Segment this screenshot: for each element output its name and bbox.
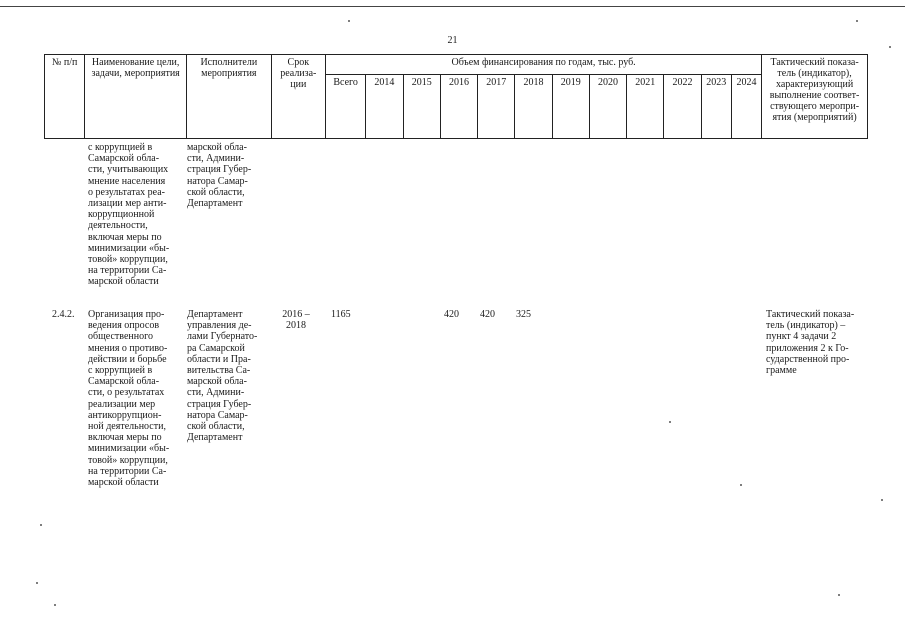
scan-speck [54,604,56,606]
row-total: 1165 [331,309,351,320]
row-term: 2016 – 2018 [282,309,310,332]
header-name: Наименование цели, задачи, мероприятия [85,55,187,139]
header-total: Всего [326,75,366,139]
table-header [44,54,868,139]
header-year: 2020 [589,75,626,139]
header-year: 2023 [701,75,731,139]
row-indicator: Тактический показа- тель (индикатор) – пункт 4 задачи 2 приложения 2 к Го- сударственной про- грамме [766,309,855,377]
header-year: 2014 [366,75,403,139]
header-year: 2021 [627,75,664,139]
header-year: 2019 [552,75,589,139]
page-number: 21 [447,35,458,46]
row-value-2018: 325 [516,309,531,320]
scan-speck [669,421,671,423]
header-year: 2016 [440,75,477,139]
row-value-2016: 420 [444,309,459,320]
continued-executors: марской обла- сти, Админи- страция Губер- натора Самар- ской области, Департамент [187,142,252,210]
scan-speck [889,46,891,48]
row-number: 2.4.2. [52,309,75,320]
scan-speck [881,499,883,501]
row-value-2017: 420 [480,309,495,320]
header-num: № п/п [45,55,85,139]
header-year: 2015 [403,75,440,139]
top-rule [0,6,905,7]
row-executors: Департамент управления де- лами Губернато- ра Самарской области и Пра- вительства Са- марской обла- сти, Админи- страция Губер- натора Самар- ской области, Департамент [187,309,258,444]
header-term: Срок реализа-ции [271,55,325,139]
header-funding: Объем финансирования по годам, тыс. руб. [326,55,762,75]
header-year: 2024 [731,75,761,139]
header-year: 2017 [478,75,515,139]
header-year: 2022 [664,75,701,139]
row-name: Организация про- ведения опросов общественного мнения о противо- действии и борьбе с коррупцией в Самарской обла- сти, о результатах реализации мер антикоррупцион- ной деятельности, включая меры по минимизации «бы- товой» коррупции, на территории Са- марской области [88,309,170,489]
scan-speck [36,582,38,584]
scan-speck [348,20,350,22]
header-year: 2018 [515,75,552,139]
scan-speck [838,594,840,596]
header-executors: Исполнители мероприятия [187,55,272,139]
scan-speck [740,484,742,486]
scan-speck [856,20,858,22]
scan-speck [40,524,42,526]
header-indicator: Тактический показа-тель (индикатор), характеризующий выполнение соответ-ствующего меропри-ятия (мероприятий) [762,55,868,139]
continued-name: с коррупцией в Самарской обла- сти, учитывающих мнение населения о результатах реа- лизации мер анти- коррупционной деятельности, включая меры по минимизации «бы- товой» коррупции, на территории Са- марской области [88,142,170,288]
